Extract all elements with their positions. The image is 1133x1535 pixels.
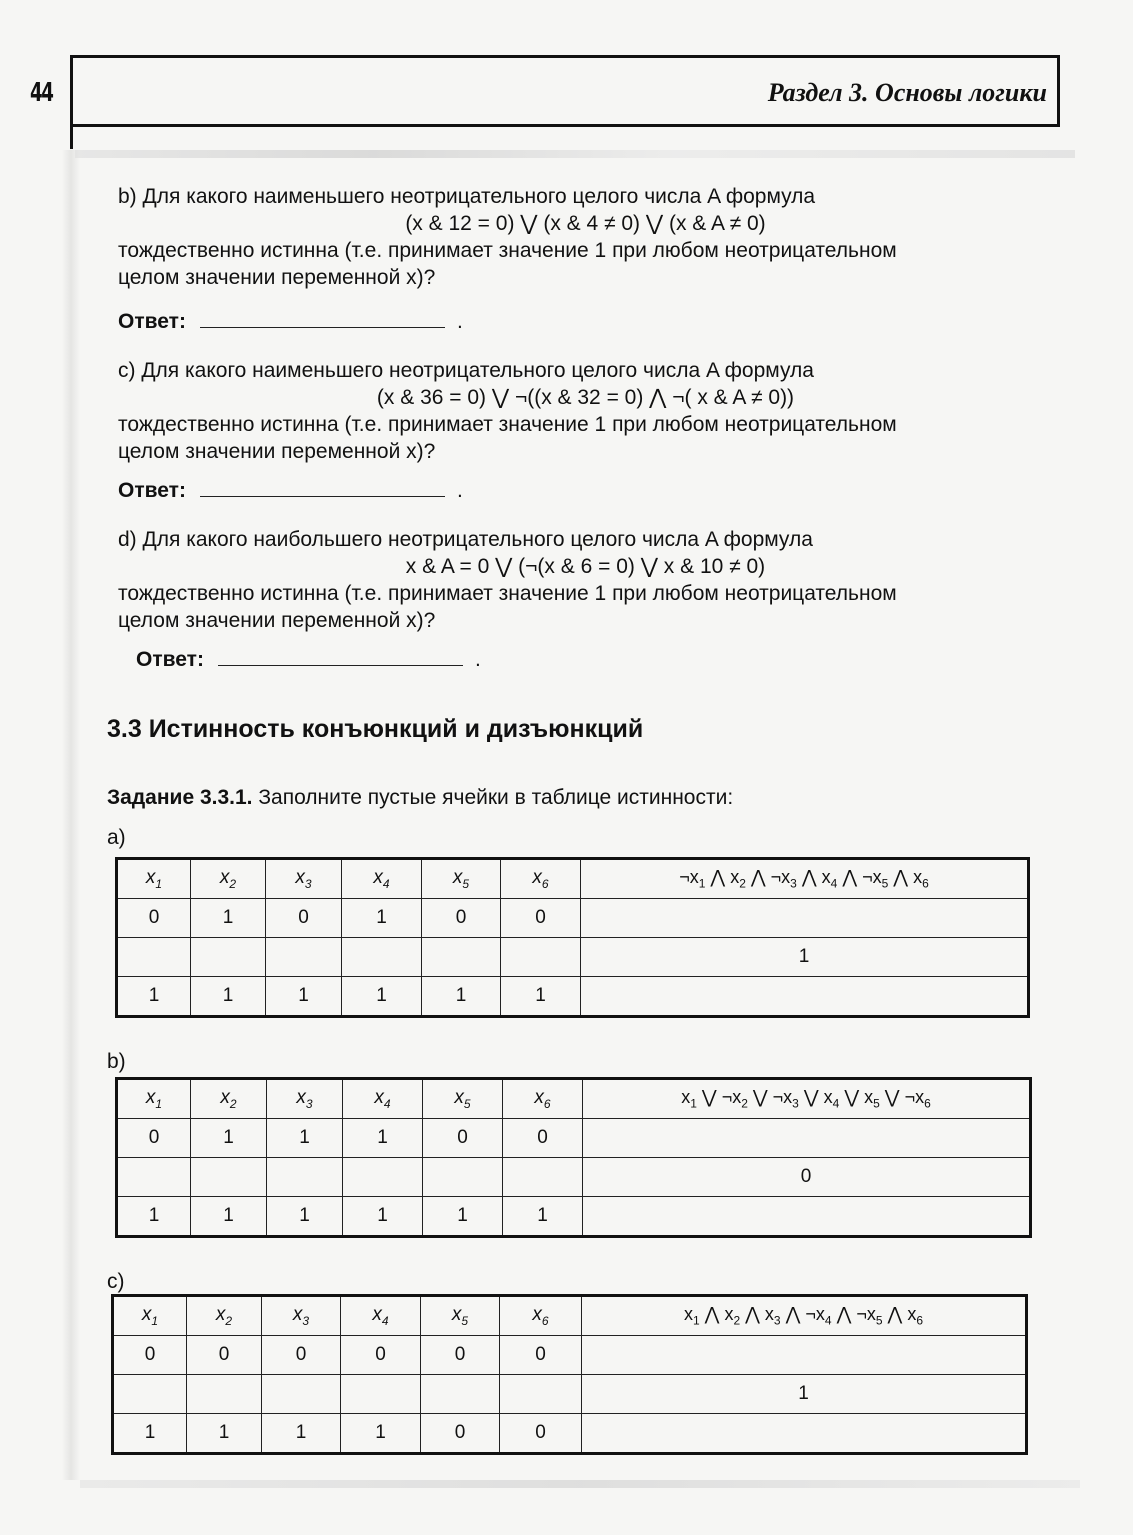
table-cell-result[interactable] [583, 1119, 1031, 1158]
page-edge-shadow [62, 150, 80, 1480]
table-cell: 1 [191, 899, 266, 938]
table-cell: 1 [262, 1414, 341, 1454]
table-cell[interactable] [266, 938, 342, 977]
table-cell-result[interactable] [581, 977, 1029, 1017]
table-cell: 1 [191, 1119, 267, 1158]
table-cell[interactable] [341, 1375, 421, 1414]
answer-d-label: Ответ: [136, 648, 204, 671]
column-header-x2: $x_2$ [187, 1296, 262, 1336]
column-header-x4: $x_4$ [343, 1079, 423, 1119]
table-cell: 1 [343, 1119, 423, 1158]
answer-c-field[interactable] [200, 478, 445, 497]
table-cell: 0 [113, 1336, 187, 1375]
task-b-formula: (x & 12 = 0) ⋁ (x & 4 ≠ 0) ⋁ (x & A ≠ 0) [405, 212, 766, 235]
table-cell[interactable] [267, 1158, 343, 1197]
table-cell[interactable] [113, 1375, 187, 1414]
section-title: 3.3 Истинность конъюнкций и дизъюнкций [107, 715, 644, 743]
task-c-condition-end: целом значении переменной x)? [118, 440, 436, 463]
table-cell: 1 [267, 1197, 343, 1237]
table-cell-result[interactable] [581, 899, 1029, 938]
scan-strip-bottom [80, 1480, 1080, 1488]
task-c [118, 357, 1053, 465]
page-number: 44 [30, 78, 53, 108]
answer-c-label: Ответ: [118, 479, 186, 502]
table-cell: 1 [266, 977, 342, 1017]
table-cell[interactable] [500, 1375, 582, 1414]
table-cell: 0 [503, 1119, 583, 1158]
task-d [118, 526, 1053, 634]
table-cell: 0 [500, 1336, 582, 1375]
column-header-formula: $x_1$ ⋁ $\neg x_2$ ⋁ $\neg x_3$ ⋁ $x_4$ ⋁ $x_5$ ⋁ $\neg x_6$ [583, 1079, 1031, 1119]
table-cell: 0 [421, 1414, 500, 1454]
table-cell: 0 [501, 899, 581, 938]
column-header-x5: $x_5$ [421, 1296, 500, 1336]
column-header-formula: $x_1$ ⋀ $x_2$ ⋀ $x_3$ ⋀ $\neg x_4$ ⋀ $\neg x_5$ ⋀ $x_6$ [582, 1296, 1027, 1336]
column-header-x2: $x_2$ [191, 1079, 267, 1119]
table-cell[interactable] [342, 938, 422, 977]
assignment-text: Заполните пустые ячейки в таблице истинности: [258, 786, 734, 809]
table-cell: 1 [113, 1414, 187, 1454]
table-cell: 0 [187, 1336, 262, 1375]
truth-table-c [111, 1294, 1028, 1455]
assignment-label: Задание 3.3.1. [107, 786, 253, 809]
table-cell[interactable] [503, 1158, 583, 1197]
table-cell[interactable] [501, 938, 581, 977]
task-d-condition-end: целом значении переменной x)? [118, 609, 436, 632]
table-cell: 1 [503, 1197, 583, 1237]
answer-b [118, 309, 463, 334]
table-b-label: b) [107, 1050, 126, 1073]
table-cell[interactable] [117, 1158, 191, 1197]
answer-c-dot: . [456, 479, 463, 502]
task-d-question: d) Для какого наибольшего неотрицательного целого числа A формула [118, 528, 813, 551]
answer-d-field[interactable] [218, 647, 463, 666]
table-cell: 0 [117, 1119, 191, 1158]
table-cell: 0 [422, 899, 501, 938]
table-cell: 0 [117, 899, 191, 938]
table-row [117, 1158, 1031, 1197]
table-cell: 1 [501, 977, 581, 1017]
column-header-x3: $x_3$ [267, 1079, 343, 1119]
column-header-x6: $x_6$ [503, 1079, 583, 1119]
table-row [113, 1414, 1027, 1454]
table-row [117, 1119, 1031, 1158]
answer-c [118, 478, 463, 503]
table-cell[interactable] [187, 1375, 262, 1414]
table-row [117, 1197, 1031, 1237]
column-header-x2: $x_2$ [191, 859, 266, 899]
scan-strip [75, 150, 1075, 158]
table-cell: 1 [342, 899, 422, 938]
table-row [113, 1336, 1027, 1375]
table-cell: 1 [191, 977, 266, 1017]
truth-table-b [115, 1077, 1032, 1238]
table-cell: 0 [421, 1336, 500, 1375]
chapter-title: Раздел 3. Основы логики [767, 78, 1047, 107]
answer-b-label: Ответ: [118, 310, 186, 333]
table-cell[interactable] [423, 1158, 503, 1197]
table-cell-result: 1 [581, 938, 1029, 977]
column-header-x3: $x_3$ [266, 859, 342, 899]
table-cell: 1 [341, 1414, 421, 1454]
table-cell: 0 [266, 899, 342, 938]
task-b-question: b) Для какого наименьшего неотрицательного целого числа A формула [118, 185, 816, 208]
table-header-row [117, 1079, 1031, 1119]
task-c-formula: (x & 36 = 0) ⋁ ¬((x & 32 = 0) ⋀ ¬( x & A ≠ 0)) [376, 386, 795, 409]
table-cell[interactable] [421, 1375, 500, 1414]
table-cell[interactable] [191, 938, 266, 977]
table-cell: 0 [423, 1119, 503, 1158]
task-c-question: c) Для какого наименьшего неотрицательного целого числа A формула [118, 359, 814, 382]
answer-b-dot: . [456, 310, 463, 333]
table-cell: 0 [500, 1414, 582, 1454]
table-row [117, 938, 1029, 977]
column-header-x6: $x_6$ [500, 1296, 582, 1336]
table-row [117, 899, 1029, 938]
table-c-label: c) [107, 1270, 125, 1293]
table-cell: 1 [191, 1197, 267, 1237]
column-header-x1: $x_1$ [117, 859, 191, 899]
table-cell: 1 [117, 1197, 191, 1237]
table-row [117, 977, 1029, 1017]
table-cell-result[interactable] [583, 1197, 1031, 1237]
column-header-x6: $x_6$ [501, 859, 581, 899]
table-cell: 1 [422, 977, 501, 1017]
task-d-condition: тождественно истинна (т.е. принимает значение 1 при любом неотрицательном [118, 582, 897, 605]
table-header-row [117, 859, 1029, 899]
column-header-x1: $x_1$ [113, 1296, 187, 1336]
column-header-formula: $\neg x_1$ ⋀ $x_2$ ⋀ $\neg x_3$ ⋀ $x_4$ ⋀ $\neg x_5$ ⋀ $x_6$ [581, 859, 1029, 899]
assignment [107, 786, 733, 810]
table-a-label: a) [107, 826, 126, 849]
task-c-condition: тождественно истинна (т.е. принимает значение 1 при любом неотрицательном [118, 413, 897, 436]
table-cell[interactable] [262, 1375, 341, 1414]
table-header-row [113, 1296, 1027, 1336]
answer-d-dot: . [474, 648, 481, 671]
table-cell-result: 0 [583, 1158, 1031, 1197]
column-header-x3: $x_3$ [262, 1296, 341, 1336]
answer-d [136, 647, 481, 672]
column-header-x4: $x_4$ [341, 1296, 421, 1336]
table-cell: 0 [341, 1336, 421, 1375]
task-d-formula: x & A = 0 ⋁ (¬(x & 6 = 0) ⋁ x & 10 ≠ 0) [405, 555, 766, 578]
column-header-x4: $x_4$ [342, 859, 422, 899]
column-header-x5: $x_5$ [422, 859, 501, 899]
table-cell-result[interactable] [582, 1414, 1027, 1454]
column-header-x5: $x_5$ [423, 1079, 503, 1119]
table-row [113, 1375, 1027, 1414]
table-cell-result[interactable] [582, 1336, 1027, 1375]
table-cell-result: 1 [582, 1375, 1027, 1414]
truth-table-a [115, 857, 1030, 1018]
task-b-condition-end: целом значении переменной x)? [118, 266, 436, 289]
table-cell: 1 [342, 977, 422, 1017]
table-cell[interactable] [191, 1158, 267, 1197]
table-cell[interactable] [422, 938, 501, 977]
task-b [118, 183, 1053, 291]
table-cell: 0 [262, 1336, 341, 1375]
table-cell: 1 [117, 977, 191, 1017]
table-cell[interactable] [343, 1158, 423, 1197]
running-header [70, 55, 1060, 127]
table-cell: 1 [423, 1197, 503, 1237]
table-cell: 1 [187, 1414, 262, 1454]
table-cell: 1 [267, 1119, 343, 1158]
table-cell: 1 [343, 1197, 423, 1237]
column-header-x1: $x_1$ [117, 1079, 191, 1119]
answer-b-field[interactable] [200, 309, 445, 328]
table-cell[interactable] [117, 938, 191, 977]
task-b-condition: тождественно истинна (т.е. принимает значение 1 при любом неотрицательном [118, 239, 897, 262]
